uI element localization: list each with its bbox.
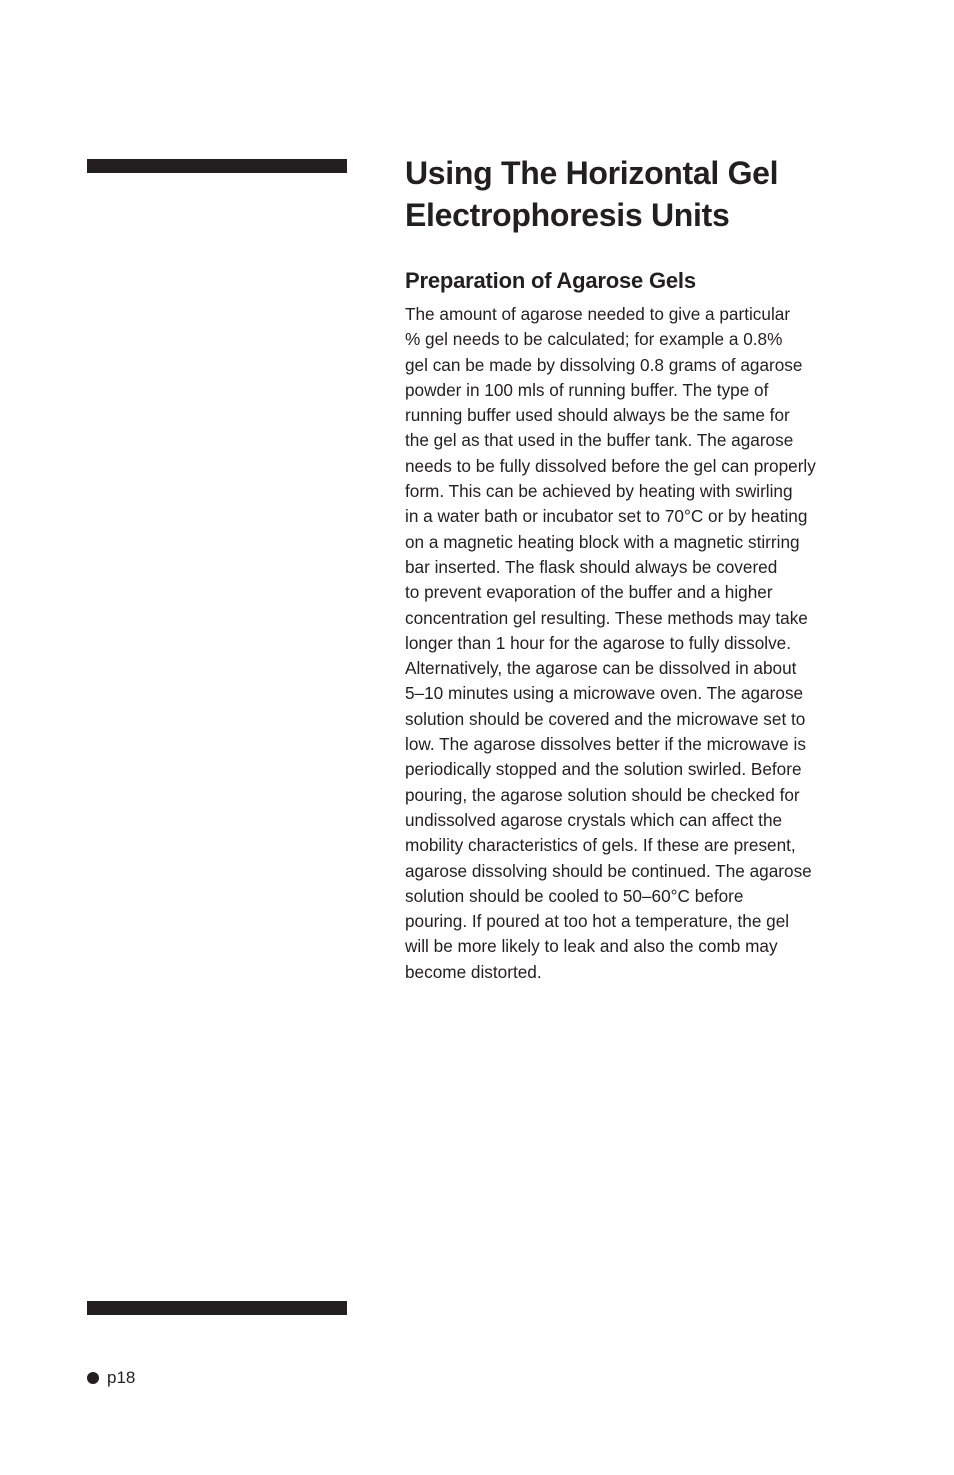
body-line: solution should be cooled to 50–60°C before <box>405 885 744 906</box>
section-heading: Preparation of Agarose Gels <box>405 268 696 293</box>
body-line: become distorted. <box>405 961 542 982</box>
body-line: to prevent evaporation of the buffer and a higher <box>405 582 773 603</box>
body-line: low. The agarose dissolves better if the microwave is <box>405 734 806 755</box>
body-line: bar inserted. The flask should always be covered <box>405 556 778 577</box>
body-line: concentration gel resulting. These methods may take <box>405 607 808 628</box>
body-line: undissolved agarose crystals which can affect the <box>405 809 783 830</box>
body-line: solution should be covered and the microwave set to <box>405 708 806 729</box>
body-line: will be more likely to leak and also the comb may <box>405 936 778 957</box>
page-footer <box>87 1367 135 1389</box>
body-line: pouring. If poured at too hot a temperature, the gel <box>405 911 790 932</box>
body-line: on a magnetic heating block with a magnetic stirring <box>405 531 800 552</box>
body-line: gel can be made by dissolving 0.8 grams of agarose <box>405 354 803 375</box>
page-title-line-2: Electrophoresis Units <box>405 197 730 233</box>
bullet-icon <box>87 1372 99 1384</box>
body-line: powder in 100 mls of running buffer. The type of <box>405 379 769 400</box>
body-line: 5–10 minutes using a microwave oven. The agarose <box>405 683 804 704</box>
body-line: periodically stopped and the solution swirled. Before <box>405 759 802 780</box>
body-line: pouring, the agarose solution should be checked for <box>405 784 800 805</box>
body-line: Alternatively, the agarose can be dissolved in about <box>405 658 797 679</box>
bottom-divider-bar <box>87 1301 347 1315</box>
body-line: agarose dissolving should be continued. The agarose <box>405 860 812 881</box>
body-line: % gel needs to be calculated; for example a 0.8% <box>405 329 783 350</box>
page-title-line-1: Using The Horizontal Gel <box>405 155 779 191</box>
body-line: the gel as that used in the buffer tank. The agarose <box>405 430 794 451</box>
body-line: needs to be fully dissolved before the gel can properly <box>405 455 816 476</box>
body-line: The amount of agarose needed to give a particular <box>405 304 791 324</box>
body-line: running buffer used should always be the same for <box>405 405 790 426</box>
body-paragraph <box>405 302 875 985</box>
page-title <box>405 152 875 236</box>
body-line: form. This can be achieved by heating with swirling <box>405 481 793 502</box>
page-number: p18 <box>107 1368 136 1387</box>
top-divider-bar <box>87 159 347 173</box>
body-line: mobility characteristics of gels. If these are present, <box>405 835 796 856</box>
main-content <box>405 152 875 985</box>
body-line: longer than 1 hour for the agarose to fully dissolve. <box>405 632 791 653</box>
body-line: in a water bath or incubator set to 70°C or by heating <box>405 506 808 527</box>
